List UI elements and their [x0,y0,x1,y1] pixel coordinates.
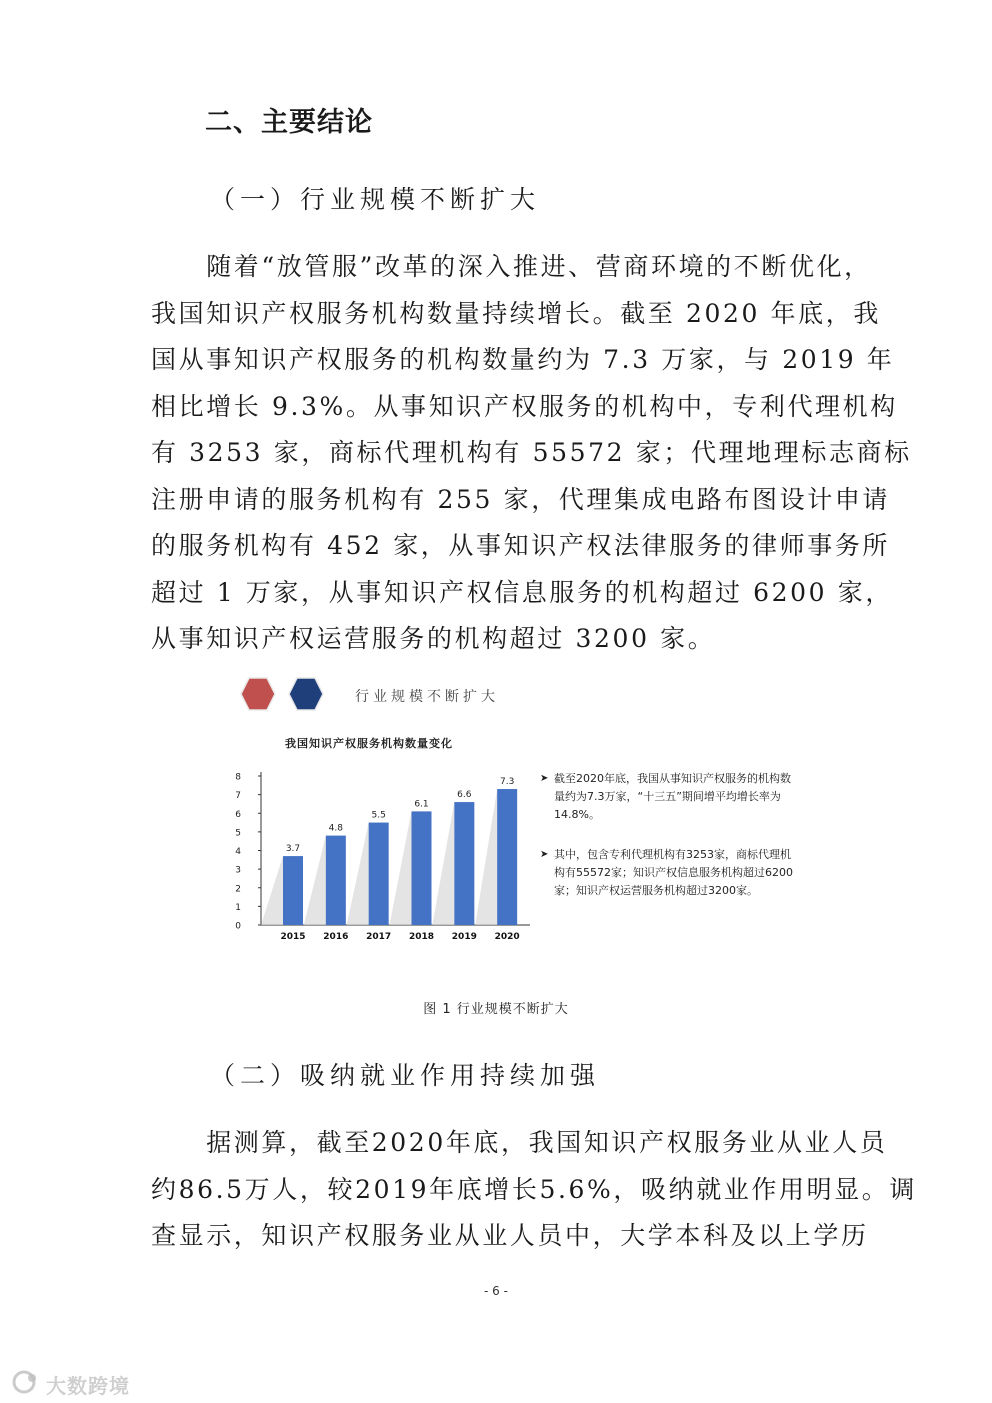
blue-hexagon-icon [288,676,324,712]
section2-heading: （二）吸纳就业作用持续加强 [210,1061,601,1090]
paragraph-line: 据测算，截至2020年底，我国知识产权服务业从业人员 [151,1128,888,1157]
bar-data-label: 3.7 [285,844,301,855]
x-tick-label: 2016 [323,932,349,942]
bar-data-label: 4.8 [328,823,343,834]
paragraph-line: 从事知识产权运营服务的机构超过 3200 家。 [151,624,716,653]
bar [497,789,517,925]
watermark-text: 大数跨境 [46,1374,130,1398]
paragraph-line: 的服务机构有 452 家，从事知识产权法律服务的律师事务所 [151,531,891,560]
figure-header-label: 行业规模不断扩大 [355,689,499,705]
chart-title: 我国知识产权服务机构数量变化 [285,737,453,750]
figure-notes [540,770,795,922]
paragraph-line: 相比增长 9.3%。从事知识产权服务的机构中，专利代理机构 [151,391,898,421]
section2-paragraph [151,1120,918,1260]
bar-data-label: 6.1 [414,799,429,810]
bar [283,856,303,925]
bar-shadow [347,823,369,925]
paragraph-line: 查显示，知识产权服务业从业人员中，大学本科及以上学历 [151,1221,869,1250]
bar-shadow [390,811,412,925]
bar-data-label: 6.6 [457,790,472,801]
figure-note-text: 其中，包含专利代理机构有3253家，商标代理机构有55572家；知识产权信息服务机构超过6200家；知识产权运营服务机构超过3200家。 [554,848,793,897]
y-tick-label: 6 [235,809,241,820]
y-tick-label: 4 [235,847,241,857]
figure-note-text: 截至2020年底，我国从事知识产权服务的机构数量约为7.3万家，“十三五”期间增平均增长率为14.8%。 [554,772,791,821]
arrow-bullet-icon: ➤ [540,773,549,784]
section1-heading: （一）行业规模不断扩大 [210,185,541,214]
paragraph-line: 约86.5万人，较2019年底增长5.6%，吸纳就业作用明显。调 [151,1174,918,1204]
bar-shadow [432,802,454,925]
bar-shadow [475,789,497,925]
y-tick-label: 8 [235,772,241,783]
x-tick-label: 2019 [451,932,477,942]
bar [454,802,474,925]
chart-canvas [225,735,535,950]
y-tick-label: 3 [235,865,241,876]
paragraph-line: 注册申请的服务机构有 255 家，代理集成电路布图设计申请 [151,484,891,514]
y-tick-label: 5 [235,828,241,839]
paragraph-line: 我国知识产权服务机构数量持续增长。截至 2020 年底，我 [151,298,881,328]
figure-note [540,770,795,824]
figure-note [540,846,795,900]
paragraph-line: 随着“放管服”改革的深入推进、营商环境的不断优化， [151,252,872,281]
bar-shadow [261,856,283,925]
y-tick-label: 0 [235,921,241,932]
paragraph-line: 有 3253 家，商标代理机构有 55572 家；代理地理标志商标 [151,438,912,467]
watermark-logo-icon [10,1368,40,1396]
x-tick-label: 2015 [280,932,306,942]
bar-chart [225,735,535,950]
x-tick-label: 2017 [366,932,392,942]
bar-data-label: 5.5 [371,810,386,821]
bar [326,836,346,925]
figure-header [240,676,640,716]
bar [369,823,389,925]
x-tick-label: 2020 [494,932,520,942]
y-tick-label: 7 [235,791,241,802]
main-heading: 二、主要结论 [205,107,373,138]
section1-paragraph [151,244,912,663]
figure-caption: 图 1 行业规模不断扩大 [423,1002,569,1017]
paragraph-line: 超过 1 万家，从事知识产权信息服务的机构超过 6200 家， [151,577,893,607]
y-tick-label: 2 [235,884,241,895]
x-tick-label: 2018 [408,932,435,942]
bar [412,811,432,925]
arrow-bullet-icon: ➤ [540,849,549,860]
y-tick-label: 1 [235,902,241,913]
paragraph-line: 国从事知识产权服务的机构数量约为 7.3 万家，与 2019 年 [151,345,895,374]
bar-shadow [304,836,326,925]
red-hexagon-icon [240,676,276,712]
bar-data-label: 7.3 [500,777,515,788]
page-number: - 6 - [484,1284,508,1298]
